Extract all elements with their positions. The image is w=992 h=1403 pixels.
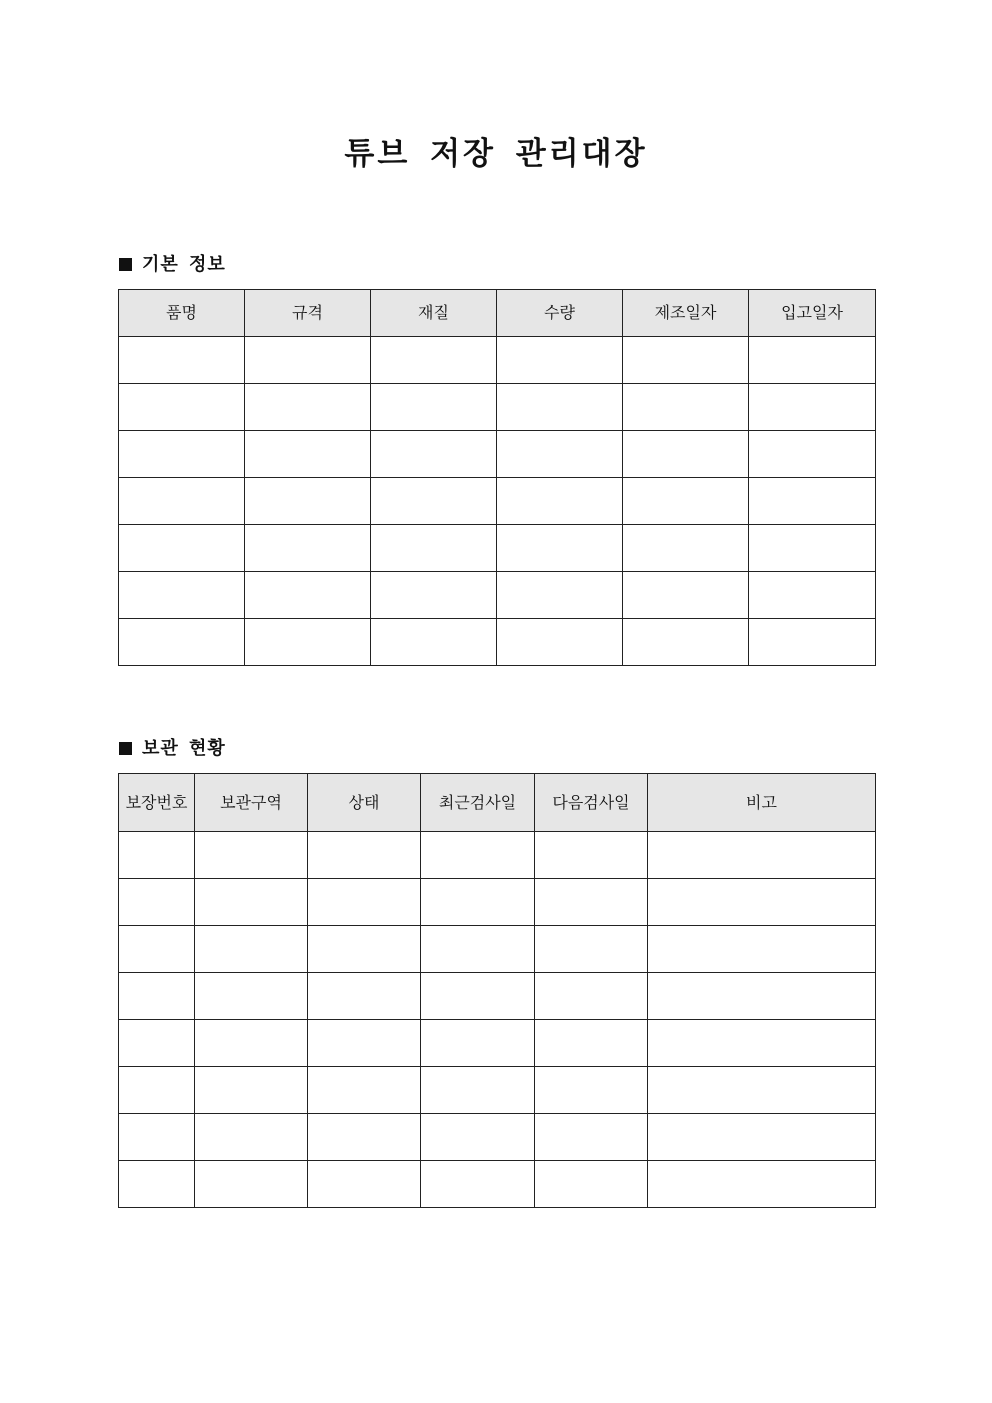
table-cell[interactable] [421,973,535,1020]
column-header-label: 보장번호 [125,792,188,812]
table-row [119,1114,876,1161]
table-cell[interactable] [119,973,195,1020]
table-cell[interactable] [535,926,648,973]
table-cell[interactable] [497,525,623,572]
table-cell[interactable] [119,478,245,525]
table-cell[interactable] [535,1161,648,1208]
storage-status-table [118,773,876,1208]
table-cell[interactable] [749,384,876,431]
table-cell[interactable] [371,384,497,431]
table-cell[interactable] [497,619,623,666]
table-cell[interactable] [245,572,371,619]
table-cell[interactable] [371,572,497,619]
column-header: 수량 [497,290,623,337]
basic-info-table [118,289,876,666]
table-cell[interactable] [421,879,535,926]
table-cell[interactable] [749,478,876,525]
table-cell[interactable] [119,879,195,926]
table-cell[interactable] [421,1161,535,1208]
column-header: 비고 [648,774,876,832]
table-row [119,525,876,572]
page-title: 튜브 저장 관리대장 [344,136,648,172]
table-cell[interactable] [195,1114,308,1161]
table-cell[interactable] [535,832,648,879]
table-cell[interactable] [308,973,421,1020]
table-cell[interactable] [648,926,876,973]
table-cell[interactable] [195,832,308,879]
table-cell[interactable] [623,572,749,619]
table-cell[interactable] [623,431,749,478]
basic-info-heading-label: 기본 정보 [142,254,226,275]
table-row [119,1161,876,1208]
table-cell[interactable] [195,926,308,973]
table-cell[interactable] [623,384,749,431]
table-cell[interactable] [195,973,308,1020]
table-cell[interactable] [421,1020,535,1067]
table-cell[interactable] [308,926,421,973]
table-cell[interactable] [749,337,876,384]
table-cell[interactable] [119,337,245,384]
table-cell[interactable] [119,431,245,478]
column-header: 상태 [308,774,421,832]
table-row [119,572,876,619]
table-cell[interactable] [749,431,876,478]
table-cell[interactable] [623,525,749,572]
table-cell[interactable] [119,1020,195,1067]
square-bullet-icon [119,742,132,755]
column-header [119,774,195,832]
table-cell[interactable] [497,572,623,619]
table-cell[interactable] [195,879,308,926]
table-cell[interactable] [245,619,371,666]
storage-status-section-heading [119,736,226,762]
table-cell[interactable] [648,832,876,879]
table-cell[interactable] [308,879,421,926]
table-row [119,478,876,525]
table-cell[interactable] [648,973,876,1020]
table-cell[interactable] [308,1114,421,1161]
table-cell[interactable] [421,926,535,973]
table-cell[interactable] [195,1067,308,1114]
table-cell[interactable] [119,1114,195,1161]
column-header: 품명 [119,290,245,337]
table-cell[interactable] [623,619,749,666]
table-cell[interactable] [421,1067,535,1114]
table-cell[interactable] [195,1020,308,1067]
table-cell[interactable] [308,1161,421,1208]
table-cell[interactable] [497,384,623,431]
square-bullet-icon [119,258,132,271]
table-cell[interactable] [119,832,195,879]
table-cell[interactable] [749,572,876,619]
table-cell[interactable] [749,525,876,572]
table-cell[interactable] [119,926,195,973]
table-row [119,1067,876,1114]
table-cell[interactable] [497,478,623,525]
table-cell[interactable] [648,1114,876,1161]
table-row [119,879,876,926]
column-header: 재질 [371,290,497,337]
table-cell[interactable] [535,1020,648,1067]
column-header: 규격 [245,290,371,337]
column-header: 보관구역 [195,774,308,832]
column-header: 최근검사일 [421,774,535,832]
table-cell[interactable] [371,619,497,666]
column-header: 제조일자 [623,290,749,337]
table-row [119,619,876,666]
table-row [119,926,876,973]
table-cell[interactable] [648,1161,876,1208]
table-cell[interactable] [119,1067,195,1114]
table-cell[interactable] [245,525,371,572]
table-cell[interactable] [119,572,245,619]
table-cell[interactable] [648,879,876,926]
table-cell[interactable] [119,1161,195,1208]
table-cell[interactable] [623,337,749,384]
table-row [119,1020,876,1067]
table-cell[interactable] [308,1067,421,1114]
table-cell[interactable] [119,619,245,666]
column-header: 다음검사일 [535,774,648,832]
table-cell[interactable] [623,478,749,525]
table-cell[interactable] [648,1067,876,1114]
table-cell[interactable] [535,1067,648,1114]
column-header: 입고일자 [749,290,876,337]
table-cell[interactable] [497,337,623,384]
table-header-row [119,774,876,832]
table-row [119,431,876,478]
table-cell[interactable] [245,384,371,431]
table-cell[interactable] [421,1114,535,1161]
table-cell[interactable] [371,525,497,572]
basic-info-section-heading [119,252,226,278]
table-cell[interactable] [749,619,876,666]
table-cell[interactable] [308,832,421,879]
table-row [119,832,876,879]
table-cell[interactable] [245,337,371,384]
table-cell[interactable] [371,337,497,384]
storage-status-heading-label: 보관 현황 [142,738,226,759]
table-cell[interactable] [308,1020,421,1067]
table-cell[interactable] [497,431,623,478]
table-cell[interactable] [119,525,245,572]
table-row [119,973,876,1020]
table-cell[interactable] [371,431,497,478]
table-cell[interactable] [371,478,497,525]
table-header-row [119,290,876,337]
table-cell[interactable] [535,879,648,926]
table-cell[interactable] [648,1020,876,1067]
table-cell[interactable] [421,832,535,879]
table-row [119,384,876,431]
table-cell[interactable] [195,1161,308,1208]
table-cell[interactable] [245,431,371,478]
table-row [119,337,876,384]
table-cell[interactable] [535,973,648,1020]
table-cell[interactable] [119,384,245,431]
table-cell[interactable] [245,478,371,525]
table-cell[interactable] [535,1114,648,1161]
